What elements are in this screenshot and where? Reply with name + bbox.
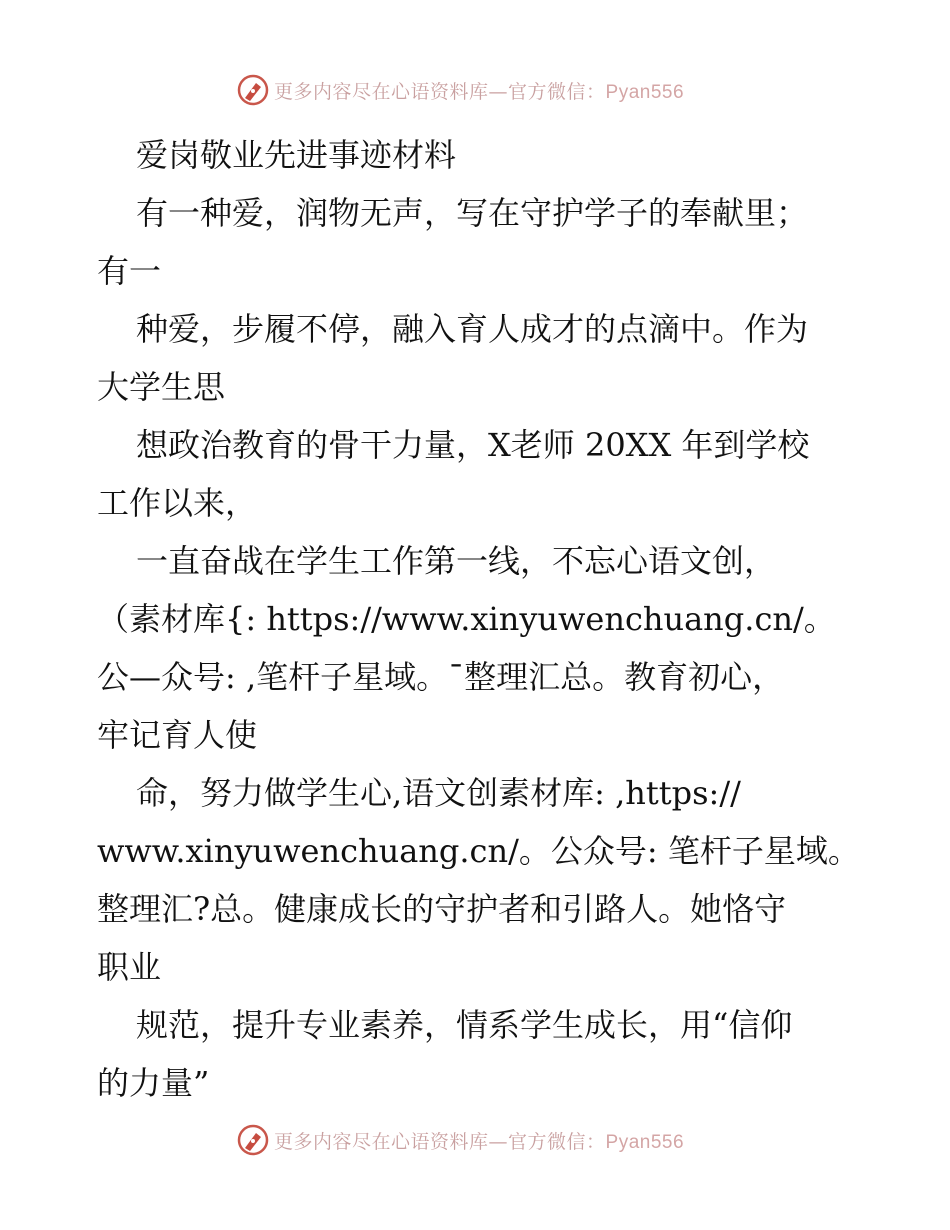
- watermark-label: 更多内容尽在心语资料库—官方微信：: [274, 1130, 606, 1153]
- footer-watermark: [236, 1122, 756, 1158]
- watermark-wechat-id: Pyan556: [605, 1131, 685, 1153]
- paragraph-line: 的力量”: [97, 1064, 210, 1102]
- watermark-text: [274, 1127, 684, 1154]
- paragraph-line: （素材库{: https://www.xinyuwenchuang.cn/。: [97, 600, 836, 638]
- watermark-wechat-id: Pyan556: [605, 81, 685, 103]
- paragraph-line: 公—众号: ,笔杆子星域。¯整理汇总。教育初心，: [97, 658, 785, 696]
- paragraph-line: 有一种爱，润物无声，写在守护学子的奉献里；: [136, 194, 809, 232]
- paragraph-line: www.xinyuwenchuang.cn/。公众号: 笔杆子星域。: [97, 832, 860, 870]
- header-watermark: [236, 72, 756, 108]
- document-body: [97, 126, 867, 1112]
- paragraph-line: 想政治教育的骨干力量，X老师 20XX 年到学校: [136, 426, 810, 464]
- pen-nib-logo-icon: [236, 1123, 270, 1157]
- paragraph-line: 命，努力做学生心,语文创素材库: ,https://: [136, 774, 741, 812]
- watermark-text: [274, 77, 684, 104]
- paragraph-line: 职业: [97, 948, 162, 986]
- paragraph-line: 一直奋战在学生工作第一线，不忘心语文创，: [136, 542, 777, 580]
- paragraph-line: 有一: [97, 252, 162, 290]
- pen-nib-logo-icon: [236, 73, 270, 107]
- paragraph-line: 工作以来，: [97, 484, 258, 522]
- watermark-label: 更多内容尽在心语资料库—官方微信：: [274, 80, 606, 103]
- document-title: 爱岗敬业先进事迹材料: [136, 136, 457, 174]
- paragraph-line: 种爱，步履不停，融入育人成才的点滴中。作为: [136, 310, 809, 348]
- paragraph-line: 牢记育人使: [97, 716, 258, 754]
- paragraph-line: 规范，提升专业素养，情系学生成长，用“信仰: [136, 1006, 793, 1044]
- paragraph-line: 整理汇?总。健康成长的守护者和引路人。她恪守: [97, 890, 787, 928]
- paragraph-line: 大学生思: [97, 368, 226, 406]
